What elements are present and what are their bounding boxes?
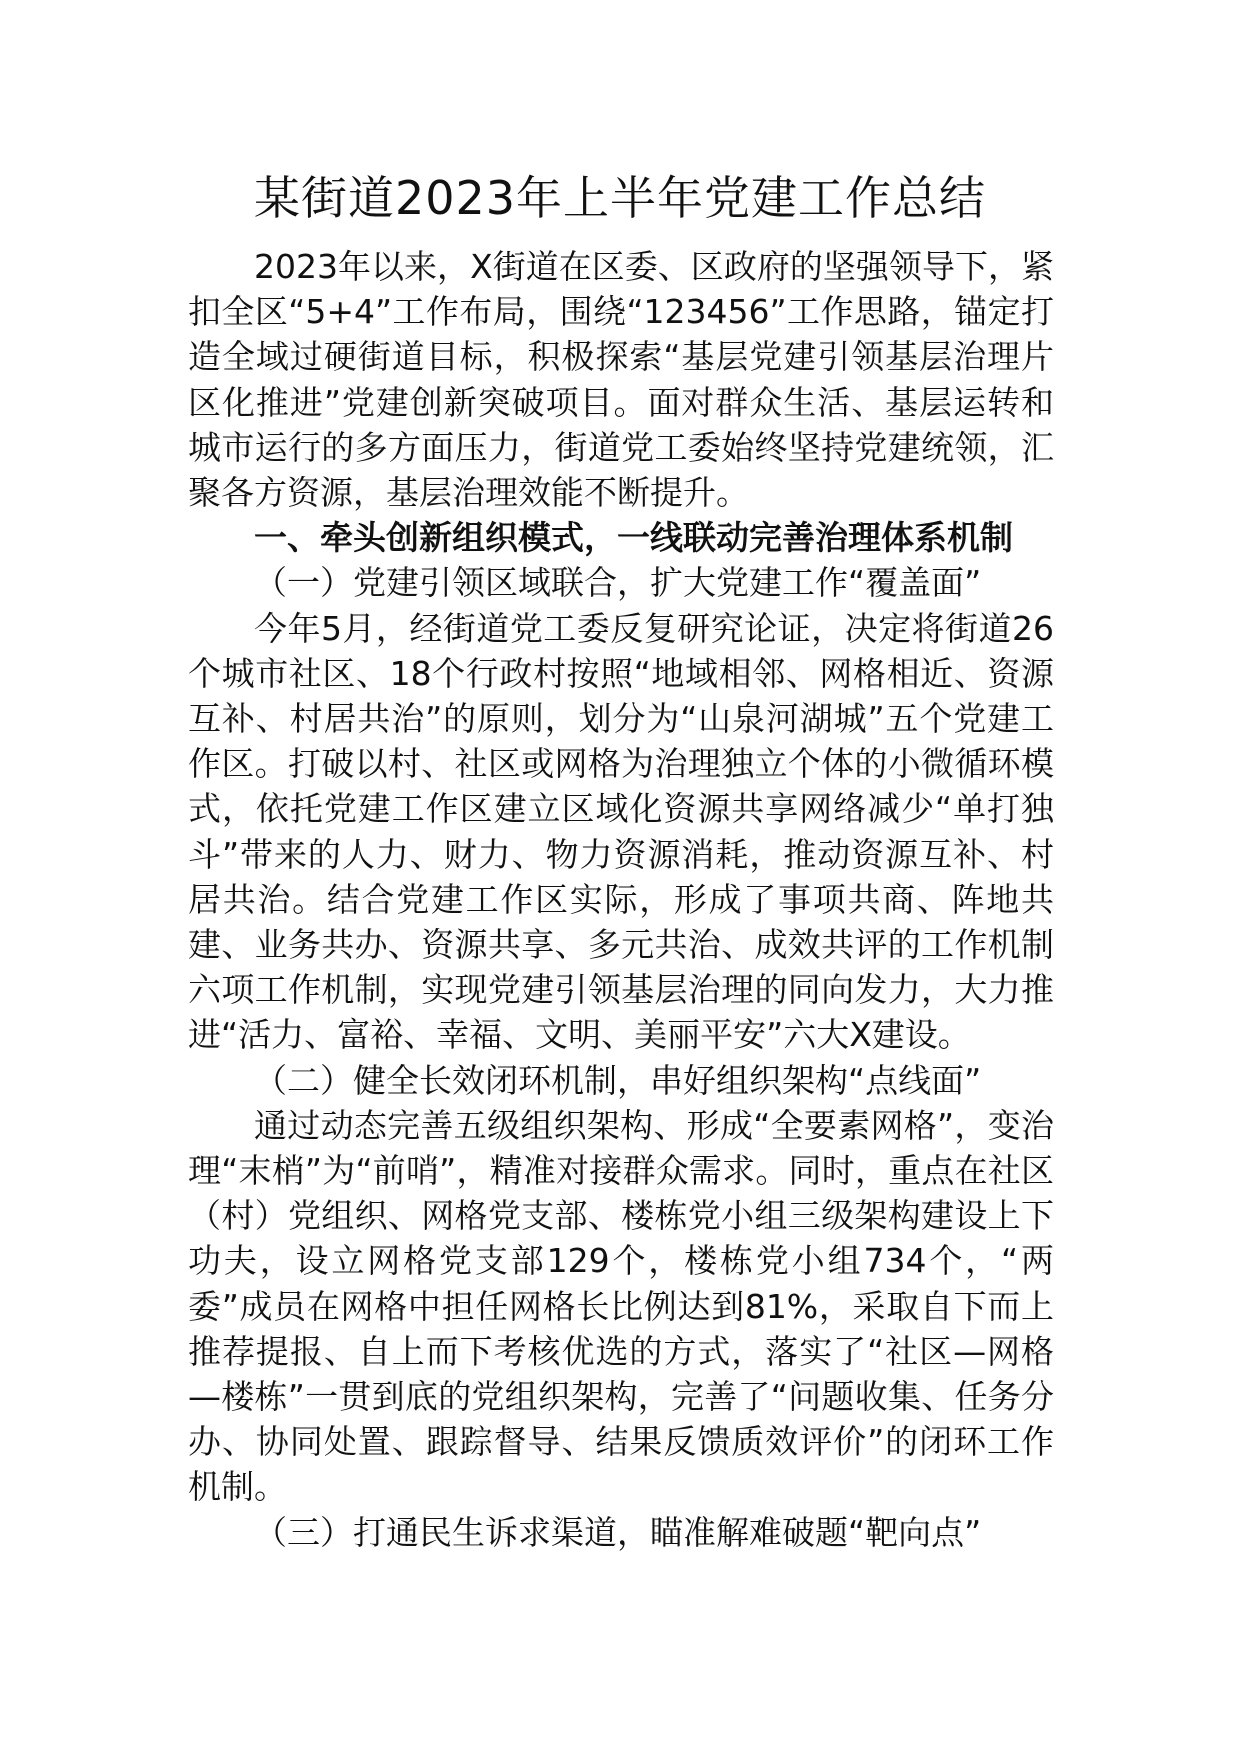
subsection-heading-2: （二）健全长效闭环机制，串好组织架构“点线面” [254, 1060, 982, 1100]
body-paragraph-2: 通过动态完善五级组织架构、形成“全要素网格”，变治理“末梢”为“前哨”，精准对接群众需求。同时，重点在社区（村）党组织、网格党支部、楼栋党小组三级架构建设上下功夫，设立网格党支部129个，楼栋党小组734个，“两委”成员在网格中担任网格长比例达到81%，采取自下而上推荐提报、自上而下考核优选的方式，落实了“社区—网格—楼栋”一贯到底的党组织架构，完善了“问题收集、任务分办、协同处置、跟踪督导、结果反馈质效评价”的闭环工作机制。 [188, 1105, 1054, 1507]
subsection-heading-3: （三）打通民生诉求渠道，瞄准解难破题“靶向点” [254, 1512, 982, 1552]
document-body [188, 244, 1054, 1555]
document-title: 某街道2023年上半年党建工作总结 [253, 171, 987, 225]
body-paragraph-1: 今年5月，经街道党工委反复研究论证，决定将街道26个城市社区、18个行政村按照“地域相邻、网格相近、资源互补、村居共治”的原则，划分为“山泉河湖城”五个党建工作区。打破以村、社区或网格为治理独立个体的小微循环模式，依托党建工作区建立区域化资源共享网络减少“单打独斗”带来的人力、财力、物力资源消耗，推动资源互补、村居共治。结合党建工作区实际，形成了事项共商、阵地共建、业务共办、资源共享、多元共治、成效共评的工作机制六项工作机制，实现党建引领基层治理的同向发力，大力推进“活力、富裕、幸福、文明、美丽平安”六大X建设。 [188, 608, 1054, 1055]
intro-paragraph: 2023年以来，X街道在区委、区政府的坚强领导下，紧扣全区“5+4”工作布局，围绕“123456”工作思路，锚定打造全域过硬街道目标，积极探索“基层党建引领基层治理片区化推进”党建创新突破项目。面对群众生活、基层运转和城市运行的多方面压力，街道党工委始终坚持党建统领，汇聚各方资源，基层治理效能不断提升。 [188, 247, 1054, 513]
subsection-heading-1: （一）党建引领区域联合，扩大党建工作“覆盖面” [254, 563, 982, 603]
section-heading-1: 一、牵头创新组织模式，一线联动完善治理体系机制 [254, 518, 1013, 558]
